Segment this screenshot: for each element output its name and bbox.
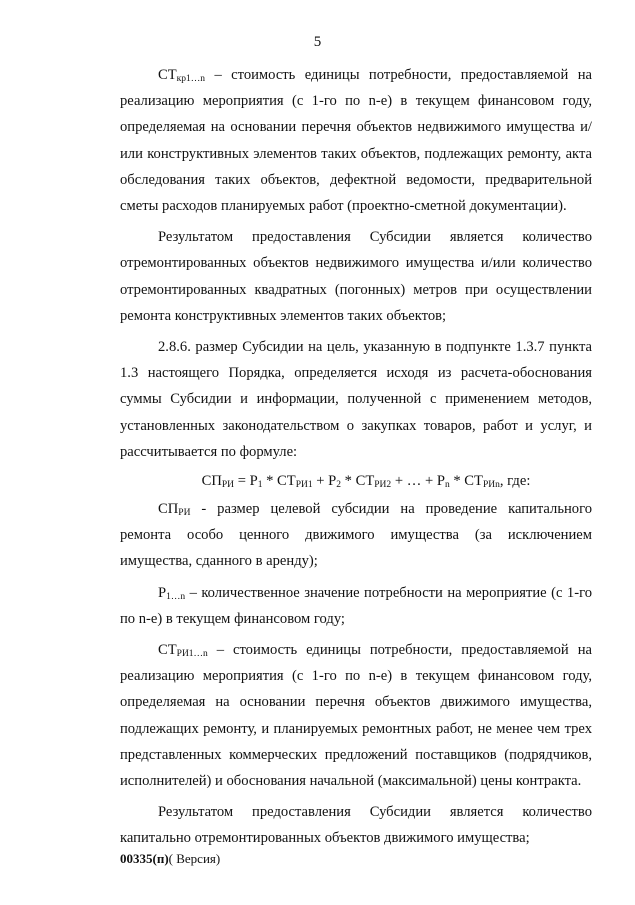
term-ct-ri-subscript: РИ1…n [176, 649, 208, 660]
definition-text: – количественное значение потребности на мероприятие (с 1-го по n-е) в текущем финансовом году; [120, 584, 592, 627]
formula-pn-subscript: n [444, 480, 450, 491]
paragraph-result-movable: Результатом предоставления Субсидии является количество капитально отремонтированных объектов движимого имущества; [120, 804, 592, 847]
footer [120, 851, 220, 867]
paragraph-result-real-estate: Результатом предоставления Субсидии является количество отремонтированных объектов недвижимого имущества и/или количество отремонтированных квадратных (погонных) метров при осуществлении ремонта конструктивных элементов таких объектов; [120, 229, 592, 324]
term-ct-kr: СТ [158, 67, 177, 83]
definition-text: – стоимость единицы потребности, предоставляемой на реализацию мероприятия (с 1-го по n-е) в текущем финансовом году, определяемая на основании перечня объектов движимого имущества, подлежащих ремонту, и планируемых ремонтных работ, не менее чем трех представленных коммерческих предложений поставщиков (подрядчиков, исполнителей) и обоснования начальной (максимальной) цены контракта. [120, 642, 592, 790]
formula-multiply: * [262, 473, 278, 490]
formula-p2-subscript: 2 [336, 480, 342, 491]
formula-p2: P [328, 473, 337, 490]
formula-multiply: * [449, 473, 465, 490]
document-body [120, 62, 592, 852]
formula-lhs-subscript: РИ [221, 480, 235, 491]
formula-ellipsis-plus: + … + [391, 473, 437, 490]
term-p: P [158, 584, 167, 601]
paragraph-ct-kr-definition [120, 62, 592, 219]
formula-multiply: * [341, 473, 356, 490]
page-number: 5 [313, 34, 322, 50]
formula-tail: , где: [499, 473, 531, 490]
definition-sp-ri [120, 496, 592, 575]
definition-p [120, 580, 592, 632]
formula-equals: = [234, 473, 250, 490]
term-sp-ri: СП [158, 501, 179, 518]
term-p-subscript: 1…n [166, 591, 186, 602]
formula-p1: P [249, 473, 258, 490]
formula-pn: P [436, 473, 445, 490]
formula [120, 468, 592, 494]
document-version: ( Версия) [168, 851, 221, 866]
formula-ct2-subscript: РИ2 [374, 480, 392, 491]
document-code: 00335(п) [120, 851, 169, 866]
formula-p1-subscript: 1 [257, 480, 263, 491]
formula-lhs: СП [201, 473, 222, 490]
definition-ct-ri [120, 637, 592, 794]
paragraph-2-8-6: 2.8.6. размер Субсидии на цель, указанную в подпункте 1.3.7 пункта 1.3 настоящего Порядка, определяется исходя из расчета-обоснования суммы Субсидии и информации, полученной с применением методов, установленных законодательством о закупках товаров, работ и услуг, и рассчитывается по формуле: [120, 339, 592, 460]
formula-ct1: СТ [277, 473, 296, 490]
formula-ct2: СТ [355, 473, 375, 490]
definition-text: - размер целевой субсидии на проведение капитального ремонта особо ценного движимого имущества (за исключением имущества, сданного в аренду); [120, 501, 592, 570]
formula-ct1-subscript: РИ1 [295, 480, 313, 491]
formula-plus: + [312, 473, 329, 490]
formula-ctn: СТ [464, 473, 483, 490]
paragraph-text: – стоимость единицы потребности, предоставляемой на реализацию мероприятия (с 1-го по n-е) в текущем финансовом году, определяемая на основании перечня объектов недвижимого имущества и/или конструктивных элементов таких объектов, подлежащих ремонту, акта обследования таких объектов, дефектной ведомости, предварительной сметы расходов планируемых работ (проектно-сметной документации). [120, 67, 592, 215]
term-ct-ri: СТ [158, 642, 177, 659]
formula-ctn-subscript: РИn [482, 480, 500, 491]
term-sp-ri-subscript: РИ [178, 508, 191, 519]
term-ct-kr-subscript: кр1…n [176, 74, 206, 84]
